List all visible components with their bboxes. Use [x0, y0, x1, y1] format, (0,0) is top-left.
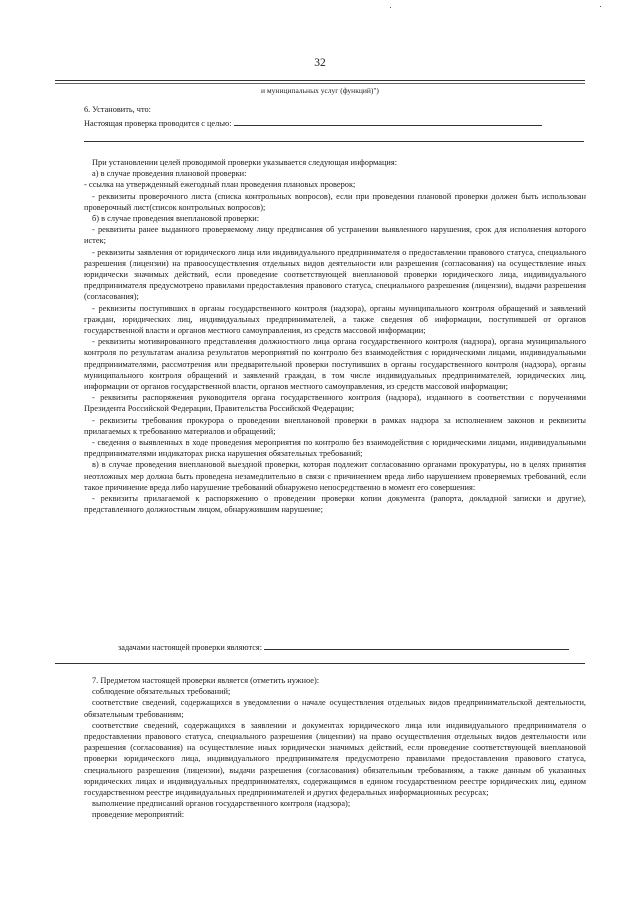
paragraph: 7. Предметом настоящей проверки является (отметить нужное): — [92, 676, 320, 685]
tasks-line-2[interactable] — [55, 663, 585, 664]
paragraph: - сведения о выявленных в ходе проведения мероприятия по контролю без взаимодействия с юридическими лицами, индивидуальными предпринимателями индикаторах риска нарушения обязательных требований; — [84, 438, 586, 459]
paragraph: а) в случае проведения плановой проверки: — [92, 169, 247, 179]
paragraph: - реквизиты требования прокурора о проведении внеплановой проверки в рамках надзора за исполнением законов и реквизиты прилагаемых к требованию материалов и обращений; — [84, 415, 586, 436]
header-rule — [55, 80, 585, 81]
paragraph: соответствие сведений, содержащихся в заявлении и документах юридического лица или индивидуального предпринимателя о предоставлении правового статуса, специального разрешения (лицензии) на право осуществления отдельных видов деятельности или разрешения (согласования) на осуществление иных юридически значимых действий, если проведение соответствующей внеплановой проверки юридического лица, индивидуального предпринимателя предусмотрено правилами предоставления правового статуса, специального разрешения (лицензии), выдачи разрешения (согласования) обязательным требованиям, а также данным об указанных юридических лицах и индивидуальных предпринимателях, содержащимся в едином государственном реестре юридических лиц, едином государственном реестре индивидуальных предпринимателей и других федеральных информационных ресурсах; — [84, 720, 586, 798]
scan-speck — [390, 7, 391, 8]
paragraph: в) в случае проведения внеплановой выездной проверки, которая подлежит согласованию органами прокуратуры, но в целях принятия неотложных мер должна быть проведена незамедлительно в связи с причинением вреда либо нарушением проверяемых требований, если такое причинение вреда либо нарушение требований обнаружено непосредственно в момент его совершения: — [84, 460, 586, 492]
section7-body — [84, 675, 586, 821]
paragraph: соблюдение обязательных требований; — [92, 687, 231, 697]
paragraph: б) в случае проведения внеплановой проверки: — [92, 214, 260, 224]
header-rule-secondary — [55, 83, 585, 84]
tasks-label: задачами настоящей проверки являются: — [118, 643, 263, 652]
purpose-row — [84, 117, 584, 129]
header-fragment: и муниципальных услуг (функций)") — [261, 86, 379, 95]
section6-heading: 6. Установить, что: — [84, 105, 151, 114]
paragraph: - реквизиты ранее выданного проверяемому лицу предписания об устранении выявленного нарушения, срок для исполнения которого истек; — [84, 225, 586, 246]
paragraph: соответствие сведений, содержащихся в уведомлении о начале осуществления отдельных видов предпринимательской деятельности, обязательным требованиям; — [84, 698, 586, 719]
tasks-fill-line[interactable] — [264, 641, 569, 650]
tasks-row — [118, 641, 586, 653]
paragraph: - реквизиты распоряжения руководителя органа государственного контроля (надзора), изданного в соответствии с поручениями Президента Российской Федерации, Правительства Российской Федерации; — [84, 393, 586, 414]
purpose-line-2[interactable] — [84, 141, 584, 142]
paragraph: - реквизиты прилагаемой к распоряжению о проведении проверки копии документа (рапорта, докладной записки и другие), представленного должностным лицом, обнаружившим нарушение; — [84, 494, 586, 515]
paragraph: - реквизиты поступивших в органы государственного контроля (надзора), органы муниципального контроля обращений и заявлений граждан, юридических лиц, индивидуальных предпринимателей, а также сведения об информации, поступившей от органов государственной власти и органов местного самоуправления, из средств массовой информации; — [84, 303, 586, 336]
purpose-fill-line[interactable] — [234, 117, 542, 126]
paragraph: - ссылка на утвержденный ежегодный план проведения плановых проверок; — [84, 180, 356, 190]
section6-body — [84, 157, 586, 516]
purpose-label: Настоящая проверка проводится с целью: — [84, 119, 232, 128]
paragraph: При установлении целей проводимой проверки указывается следующая информация: — [92, 158, 398, 167]
paragraph: - реквизиты мотивированного представления должностного лица органа государственного контроля (надзора), органа муниципального контроля по результатам анализа результатов мероприятий по контролю без взаимодействия с юридическими лицами, индивидуальными предпринимателями, рассмотрения или предварительной проверки поступивших в органы государственного контроля (надзора), органы муниципального контроля обращений и заявлений граждан, в том числе индивидуальных предпринимателей, юридических лиц, информации от органов государственной власти, органов местного самоуправления, из средств массовой информации; — [84, 337, 586, 392]
paragraph: - реквизиты заявления от юридического лица или индивидуального предпринимателя о предоставлении правового статуса, специального разрешения (лицензии) на правоосуществления отдельных видов деятельности или разрешения (согласования) на осуществление иных юридически значимых действий, если проведение соответствующей внеплановой проверки юридического лица, индивидуального предпринимателя предусмотрено правилами предоставления правового статуса, специального разрешения (лицензии), выдачи разрешения (согласования); — [84, 247, 586, 302]
page-number: 32 — [314, 57, 326, 69]
scan-speck — [600, 6, 601, 7]
paragraph: проведение мероприятий: — [92, 810, 185, 820]
paragraph: - реквизиты проверочного листа (списка контрольных вопросов), если при проведении плановой проверки должен быть использован проверочный лист(список контрольных вопросов); — [84, 191, 586, 212]
paragraph: выполнение предписаний органов государственного контроля (надзора); — [92, 799, 351, 809]
